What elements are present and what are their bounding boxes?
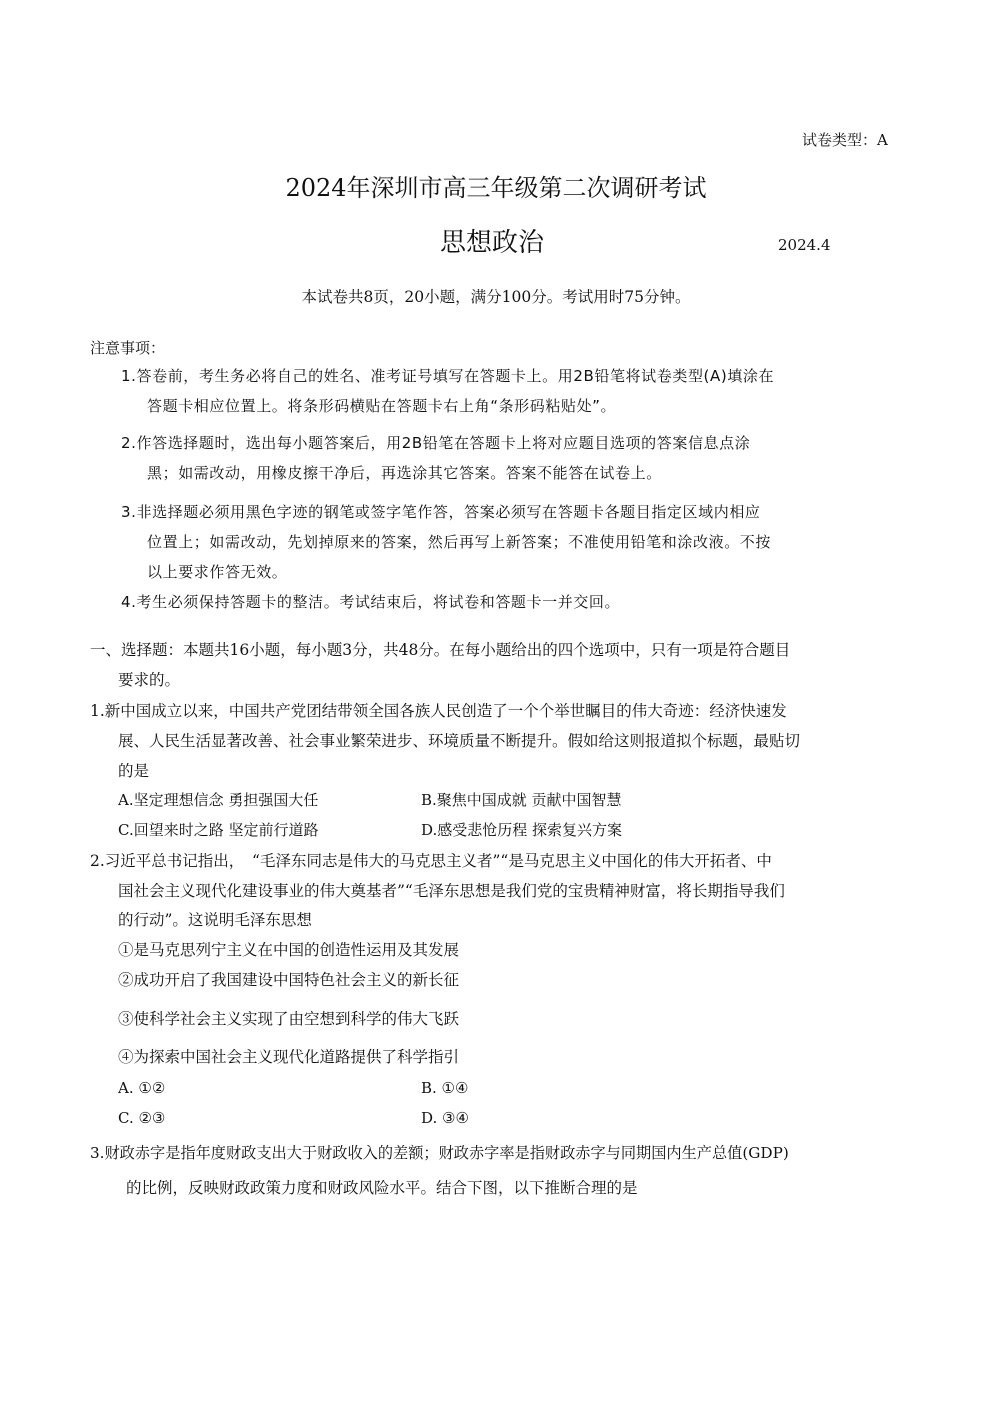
- question-1-line-2: 展、人民生活显著改善、社会事业繁荣进步、环境质量不断提升。假如给这则报道拟个标题，最贴切: [118, 732, 801, 750]
- question-2-line-3: 的行动”。这说明毛泽东思想: [118, 911, 312, 929]
- question-1-line-1: 1.新中国成立以来，中国共产党团结带领全国各族人民创造了一个个举世瞩目的伟大奇迹：经济快速发: [90, 702, 787, 720]
- paper-type-label: 试卷类型：A: [802, 131, 888, 149]
- question-2-item-2: ②成功开启了我国建设中国特色社会主义的新长征: [118, 971, 460, 989]
- note-line-5: 3.非选择题必须用黑色字迹的钢笔或签字笔作答，答案必须写在答题卡各题目指定区域内相应: [121, 503, 761, 521]
- question-1-option-b: B.聚焦中国成就 贡献中国智慧: [421, 791, 622, 809]
- question-1-option-a: A.坚定理想信念 勇担强国大任: [118, 791, 319, 809]
- question-2-option-d: D. ③④: [421, 1109, 469, 1127]
- question-1-option-d: D.感受悲怆历程 探索复兴方案: [421, 821, 623, 839]
- subject-title: 思想政治: [440, 228, 545, 258]
- question-2-line-2: 国社会主义现代化建设事业的伟大奠基者”“毛泽东思想是我们党的宝贵精神财富，将长期指导我们: [118, 882, 785, 900]
- question-2-option-c: C. ②③: [118, 1109, 166, 1127]
- note-line-1: 1.答卷前，考生务必将自己的姓名、准考证号填写在答题卡上。用2B铅笔将试卷类型(A)填涂在: [121, 367, 775, 385]
- question-3-line-2: 的比例，反映财政政策力度和财政风险水平。结合下图，以下推断合理的是: [126, 1179, 638, 1197]
- section-heading: 一、选择题：本题共16小题，每小题3分，共48分。在每小题给出的四个选项中，只有一项是符合题目: [90, 641, 791, 659]
- question-2-line-1: 2.习近平总书记指出， “毛泽东同志是伟大的马克思主义者”“是马克思主义中国化的伟大开拓者、中: [90, 852, 772, 870]
- note-line-3: 2.作答选择题时，选出每小题答案后，用2B铅笔在答题卡上将对应题目选项的答案信息点涂: [121, 434, 751, 452]
- question-2-option-a: A. ①②: [118, 1079, 166, 1097]
- question-2-item-4: ④为探索中国社会主义现代化道路提供了科学指引: [118, 1048, 460, 1066]
- question-1-option-c: C.回望来时之路 坚定前行道路: [118, 821, 319, 839]
- question-2-option-b: B. ①④: [421, 1079, 469, 1097]
- note-line-7: 以上要求作答无效。: [147, 563, 288, 581]
- note-line-4: 黑；如需改动，用橡皮擦干净后，再选涂其它答案。答案不能答在试卷上。: [147, 464, 662, 482]
- notes-heading: 注意事项：: [90, 339, 166, 357]
- question-2-item-1: ①是马克思列宁主义在中国的创造性运用及其发展: [118, 941, 460, 959]
- note-line-2: 答题卡相应位置上。将条形码横贴在答题卡右上角“条形码粘贴处”。: [147, 397, 617, 415]
- note-line-6: 位置上；如需改动，先划掉原来的答案，然后再写上新答案；不准使用铅笔和涂改液。不按: [147, 533, 772, 551]
- question-2-item-3: ③使科学社会主义实现了由空想到科学的伟大飞跃: [118, 1010, 460, 1028]
- exam-intro: 本试卷共8页，20小题，满分100分。考试用时75分钟。: [301, 288, 691, 306]
- exam-title: 2024年深圳市高三年级第二次调研考试: [285, 174, 707, 202]
- note-line-8: 4.考生必须保持答题卡的整洁。考试结束后，将试卷和答题卡一并交回。: [121, 593, 621, 611]
- question-3-line-1: 3.财政赤字是指年度财政支出大于财政收入的差额；财政赤字率是指财政赤字与同期国内生产总值(GDP): [90, 1144, 789, 1162]
- question-1-line-3: 的是: [118, 762, 150, 780]
- section-heading-cont: 要求的。: [118, 671, 181, 689]
- exam-date: 2024.4: [778, 236, 831, 254]
